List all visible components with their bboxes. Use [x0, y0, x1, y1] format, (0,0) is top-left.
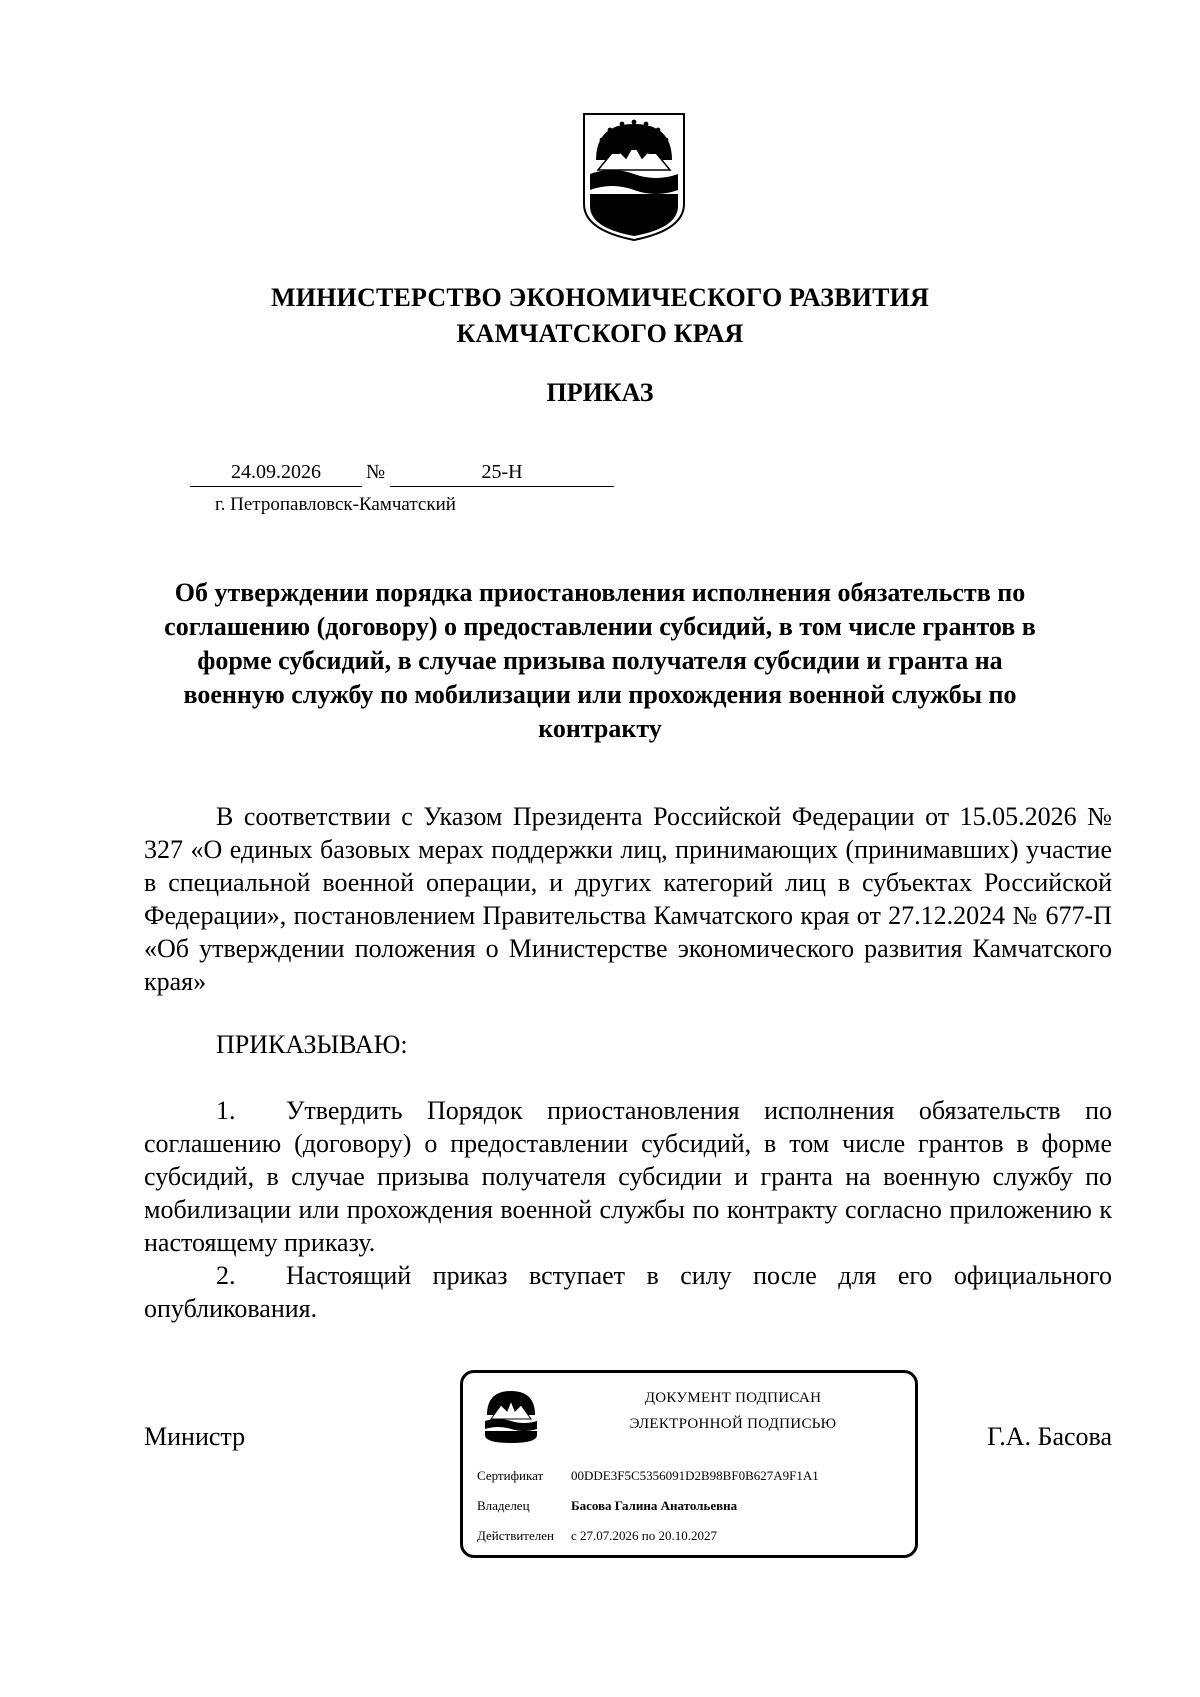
owner-value: Басова Галина Анатольевна: [571, 1498, 738, 1513]
ministry-line-1: МИНИСТЕРСТВО ЭКОНОМИЧЕСКОГО РАЗВИТИЯ: [270, 283, 930, 312]
coat-of-arms-emblem: [582, 112, 686, 242]
ministry-name: [0, 280, 1200, 352]
order-item-1: [144, 1094, 1112, 1259]
signatory-position: Министр: [144, 1422, 246, 1451]
intro-paragraph: В соответствии с Указом Президента Российской Федерации от 15.05.2026 № 327 «О единых базовых мерах поддержки лиц, принимающих (принимавших) участие в специальной военной операции, и других категорий лиц в субъектах Российской Федерации», постановлением Правительства Камчатского края от 27.12.2024 № 677-П «Об утверждении положения о Министерстве экономического развития Камчатского края»: [144, 802, 1112, 996]
stamp-heading: [583, 1385, 883, 1437]
item-number: 2.: [216, 1261, 236, 1290]
order-item-2: [144, 1259, 1112, 1325]
signatory-name: Г.А. Басова: [987, 1422, 1112, 1451]
validity-label: Действителен: [477, 1528, 554, 1543]
ministry-line-2: КАМЧАТСКОГО КРАЯ: [456, 319, 744, 348]
item-text: Утвердить Порядок приостановления исполнения обязательств по соглашению (договору) о предоставлении субсидий, в том числе грантов в форме субсидий, в случае призыва получателя субсидии и гранта на военную службу по мобилизации или прохождения военной службы по контракту согласно приложению к настоящему приказу.: [144, 1096, 1112, 1257]
stamp-line-2: ЭЛЕКТРОННОЙ ПОДПИСЬЮ: [629, 1416, 837, 1432]
date-number-line: [190, 458, 614, 488]
owner-row: [477, 1497, 737, 1515]
validity-row: [477, 1527, 717, 1545]
number-sign: №: [366, 461, 386, 483]
stamp-emblem-icon: [481, 1385, 541, 1445]
item-text: Настоящий приказ вступает в силу после для его официального опубликования.: [144, 1261, 1112, 1323]
document-type-title: ПРИКАЗ: [546, 378, 654, 407]
validity-value: с 27.07.2026 по 20.10.2027: [571, 1528, 717, 1543]
certificate-row: [477, 1467, 819, 1485]
stamp-line-1: ДОКУМЕНТ ПОДПИСАН: [644, 1390, 822, 1406]
electronic-signature-stamp: [460, 1370, 918, 1558]
order-date: 24.09.2026: [190, 458, 362, 487]
certificate-value: 00DDE3F5C5356091D2B98BF0B627A9F1A1: [571, 1468, 819, 1483]
item-number: 1.: [216, 1096, 236, 1125]
city-name: г. Петропавловск-Камчатский: [215, 494, 456, 515]
certificate-label: Сертификат: [477, 1468, 544, 1483]
order-number: 25-Н: [390, 458, 614, 487]
order-subject: Об утверждении порядка приостановления исполнения обязательств по соглашению (договору) о предоставлении субсидий, в том числе грантов в форме субсидий, в случае призыва получателя субсидии и гранта на военную службу по мобилизации или прохождения военной службы по контракту: [164, 578, 1036, 743]
owner-label: Владелец: [477, 1498, 530, 1513]
order-directive: ПРИКАЗЫВАЮ:: [216, 1030, 408, 1059]
